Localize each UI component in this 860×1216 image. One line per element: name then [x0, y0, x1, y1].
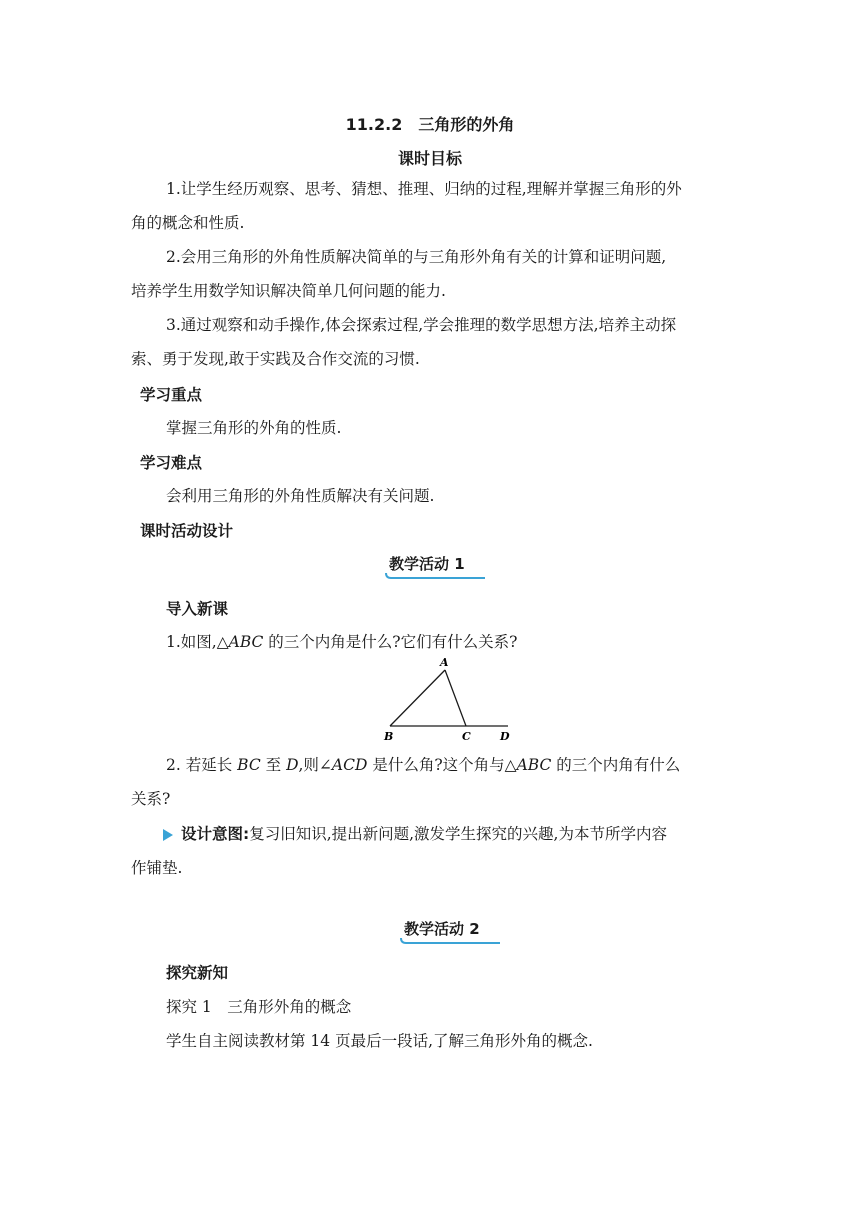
objective-3-line2: 索、勇于发现,敢于实践及合作交流的习惯.	[131, 350, 420, 368]
difficulty-heading: 学习难点	[140, 454, 203, 472]
objective-2-line1: 2.会用三角形的外角性质解决简单的与三角形外角有关的计算和证明问题,	[166, 248, 667, 266]
objective-3-line1: 3.通过观察和动手操作,体会探索过程,学会推理的数学思想方法,培养主动探	[166, 316, 677, 334]
objective-2-line2: 培养学生用数学知识解决简单几何问题的能力.	[131, 282, 446, 300]
activity-1-section: 导入新课	[166, 600, 229, 618]
question-2-line2: 关系?	[131, 790, 171, 808]
vertex-label-c: C	[462, 730, 471, 742]
activity-1-banner	[389, 553, 465, 574]
design-heading: 课时活动设计	[140, 522, 234, 540]
design-intent-line1: 设计意图:复习旧知识,提出新问题,激发学生探究的兴趣,为本节所学内容	[163, 822, 667, 844]
triangle-figure	[378, 654, 518, 742]
question-1: 1.如图,△ABC 的三个内角是什么?它们有什么关系?	[166, 633, 518, 651]
activity-1-banner-label: 教学活动 1	[389, 555, 465, 573]
vertex-label-b: B	[384, 730, 394, 742]
objective-1-line1: 1.让学生经历观察、思考、猜想、推理、归纳的过程,理解并掌握三角形的外	[166, 180, 682, 198]
objectives-heading: 课时目标	[397, 149, 462, 168]
lesson-title: 11.2.2 三角形的外角	[345, 115, 515, 134]
point-label-d: D	[500, 730, 510, 742]
explore-1-text: 学生自主阅读教材第 14 页最后一段话,了解三角形外角的概念.	[166, 1032, 593, 1050]
key-point-heading: 学习重点	[140, 386, 203, 404]
activity-2-banner-label: 教学活动 2	[404, 920, 480, 938]
difficulty-text: 会利用三角形的外角性质解决有关问题.	[166, 487, 435, 505]
design-intent-line2: 作铺垫.	[131, 859, 183, 877]
banner-underline-icon	[400, 937, 500, 945]
activity-2-banner	[404, 918, 480, 939]
banner-underline-icon	[385, 572, 485, 580]
vertex-label-a: A	[440, 656, 449, 669]
play-arrow-icon	[163, 829, 173, 841]
objective-1-line2: 角的概念和性质.	[131, 214, 245, 232]
activity-2-section: 探究新知	[166, 964, 229, 982]
explore-1-title: 探究 1 三角形外角的概念	[166, 998, 352, 1016]
key-point-text: 掌握三角形的外角的性质.	[166, 419, 342, 437]
question-2-line1: 2. 若延长 BC 至 D,则∠ACD 是什么角?这个角与△ABC 的三个内角有什么	[166, 756, 681, 774]
